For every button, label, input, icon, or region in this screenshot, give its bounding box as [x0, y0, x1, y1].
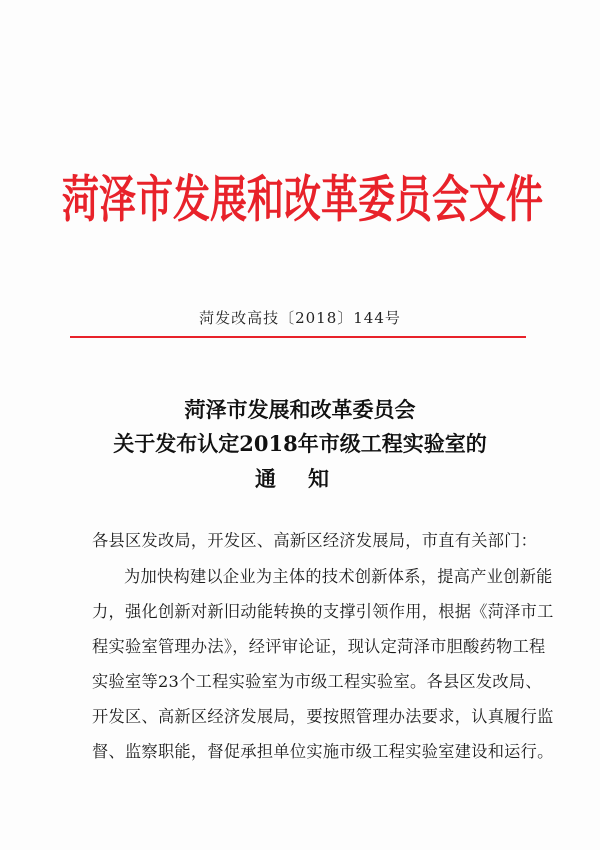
body-line: 实验室等23个工程实验室为市级工程实验室。各县区发改局、	[92, 672, 542, 691]
notice-title-line-1: 菏泽市发展和改革委员会	[184, 397, 416, 422]
red-divider-line	[70, 336, 526, 338]
body-line: 开发区、高新区经济发展局，要按照管理办法要求，认真履行监	[92, 707, 554, 726]
notice-title-line-3: 通知	[255, 466, 361, 491]
body-line: 为加快构建以企业为主体的技术创新体系，提高产业创新能	[124, 567, 553, 586]
body-line: 督、监察职能，督促承担单位实施市级工程实验室建设和运行。	[92, 742, 554, 761]
body-line: 程实验室管理办法》，经评审论证，现认定菏泽市胆酸药物工程	[92, 637, 546, 656]
document-number: 菏发改高技〔2018〕144号	[199, 309, 401, 327]
body-line: 力，强化创新对新旧动能转换的支撑引领作用，根据《菏泽市工	[92, 602, 554, 621]
salutation: 各县区发改局，开发区、高新区经济发展局，市直有关部门：	[92, 531, 538, 550]
document-header-title: 菏泽市发展和改革委员会文件	[62, 170, 543, 229]
notice-title-line-2: 关于发布认定2018年市级工程实验室的	[113, 431, 487, 456]
